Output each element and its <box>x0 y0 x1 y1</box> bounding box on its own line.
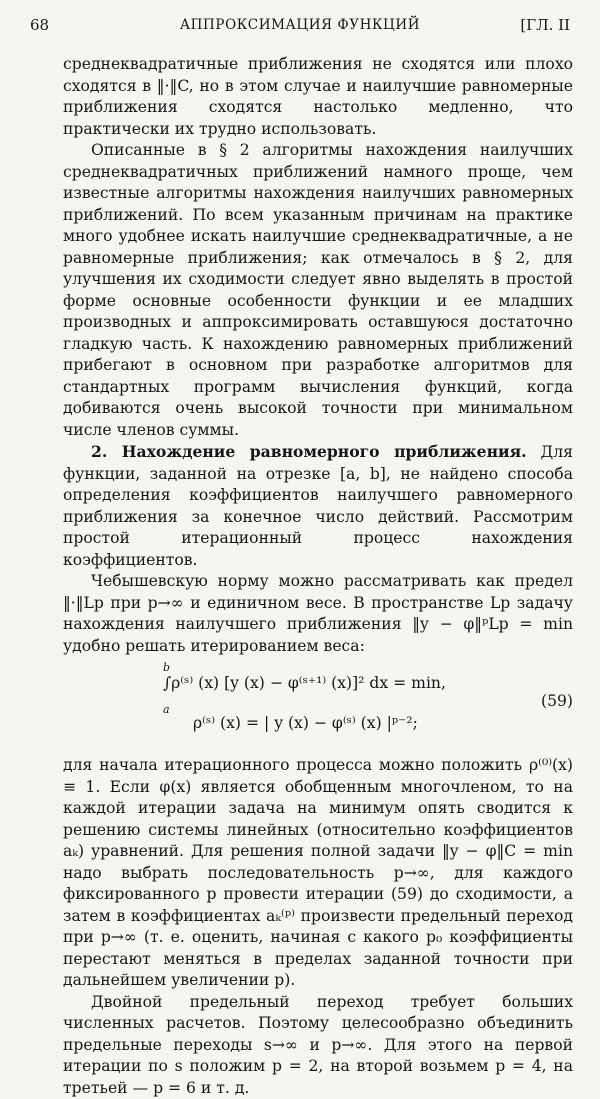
integral-lower-limit: a <box>163 699 170 720</box>
running-header <box>30 16 570 38</box>
paragraph-3-text: Для функции, заданной на отрезке [a, b], не найдено способа определения коэффициентов наилучшего равномерного приближения за конечное число действий. Рассмотрим простой итерационный процесс нахождения коэффициентов. <box>63 443 573 569</box>
section-heading: 2. Нахождение равномерного приближения. <box>91 442 527 461</box>
chapter-label: [ГЛ. II <box>520 16 570 34</box>
paragraph-4: Чебышевскую норму можно рассматривать как предел ‖·‖Lp при p→∞ и единичном весе. В пространстве Lp задачу нахождения наилучшего приближения ‖y − φ‖ᵖLp = min удобно решать итерированием веса: <box>63 571 573 657</box>
page-body <box>63 54 573 1099</box>
paragraph-1: среднеквадратичные приближения не сходятся или плохо сходятся в ‖·‖C, но в этом случае и наилучшие равномерные приближения сходятся настолько медленно, что практически их трудно использовать. <box>63 54 573 140</box>
page-number: 68 <box>30 16 49 34</box>
paragraph-3 <box>63 441 573 571</box>
paragraph-5: для начала итерационного процесса можно положить ρ⁽⁰⁾(x) ≡ 1. Если φ(x) является обобщенным многочленом, то на каждой итерации задача на минимум опять сводится к решению системы линейных (относительно коэффициентов aₖ) уравнений. Для решения полной задачи ‖y − φ‖C = min надо выбрать последовательность p→∞, для каждого фиксированного p провести итерации (59) до сходимости, а затем в коэффициентах aₖ⁽ᵖ⁾ произвести предельный переход при p→∞ (т. е. оценить, начиная с какого p₀ коэффициенты перестают меняться в пределах заданной точности при дальнейшем увеличении p). <box>63 755 573 992</box>
equation-line-2: ρ⁽ˢ⁾ (x) = | y (x) − φ⁽ˢ⁾ (x) |ᵖ⁻²; <box>193 713 418 734</box>
paragraph-6: Двойной предельный переход требует больших численных расчетов. Поэтому целесообразно объединить предельные переходы s→∞ и p→∞. Для этого на первой итерации по s положим p = 2, на второй возьмем p = 4, на третьей — p = 6 и т. д. <box>63 992 573 1099</box>
integral-upper-limit: b <box>163 657 170 678</box>
equation-59 <box>63 663 573 751</box>
paragraph-2: Описанные в § 2 алгоритмы нахождения наилучших среднеквадратичных приближений намного проще, чем известные алгоритмы нахождения наилучших равномерных приближений. По всем указанным причинам на практике много удобнее искать наилучшие среднеквадратичные, а не равномерные приближения; как отмечалось в § 2, для улучшения их сходимости следует явно выделять в простой форме основные особенности функции и ее младших производных и аппроксимировать оставшуюся достаточно гладкую часть. К нахождению равномерных приближений прибегают в основном при разработке алгоритмов для стандартных программ вычисления функций, когда добиваются очень высокой точности при минимальном числе членов суммы. <box>63 140 573 441</box>
running-title: АППРОКСИМАЦИЯ ФУНКЦИЙ <box>30 17 570 33</box>
equation-number: (59) <box>541 691 573 712</box>
equation-line-1: ∫ρ⁽ˢ⁾ (x) [y (x) − φ⁽ˢ⁺¹⁾ (x)]² dx = min, <box>163 673 446 694</box>
